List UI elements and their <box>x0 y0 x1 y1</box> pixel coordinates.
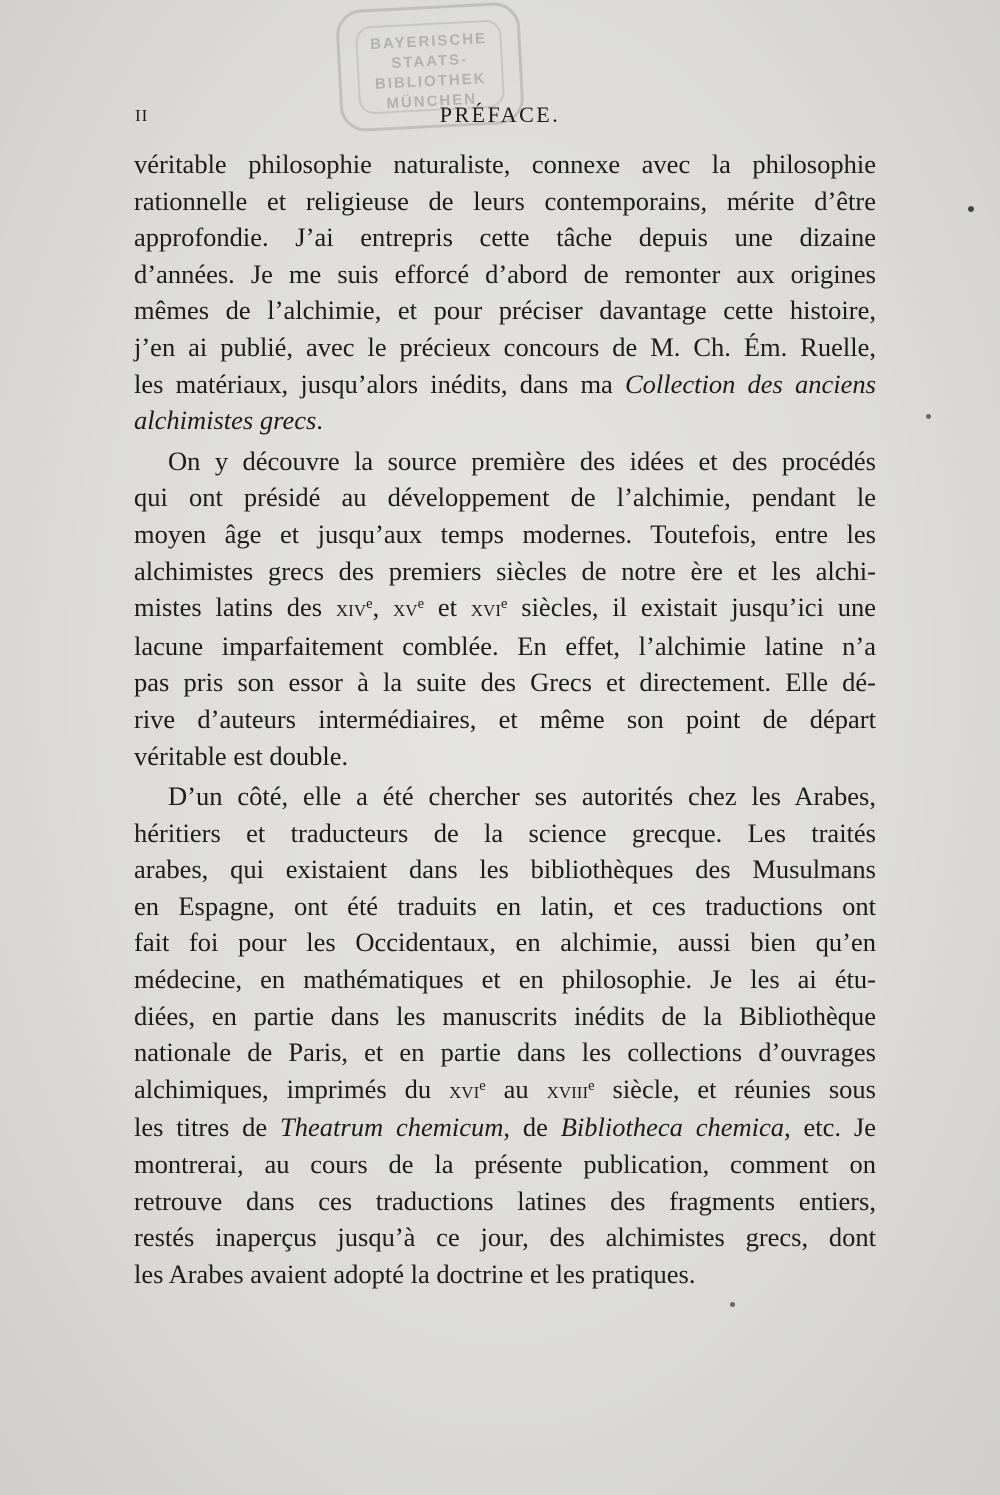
text-segment: alchimiques, imprimés du <box>134 1073 450 1104</box>
superscript: e <box>500 596 508 613</box>
text-segment: , etc. Je <box>784 1112 876 1143</box>
century-numeral: xiv <box>335 595 367 623</box>
text-line: d’années. Je me suis efforcé d’abord de remonter aux origines <box>134 258 876 289</box>
book-title: Collection des anciens <box>624 368 876 399</box>
text-line: en Espagne, ont été traduits en latin, et ces traductions ont <box>134 890 876 921</box>
book-title: Theatrum chemicum <box>280 1112 504 1143</box>
text-segment: . <box>316 405 323 436</box>
text-line: D’un côté, elle a été chercher ses autorités chez les Arabes, <box>168 781 876 812</box>
text-line: pas pris son essor à la suite des Grecs et directement. Elle dé- <box>134 667 876 698</box>
text-segment: , de <box>503 1112 561 1143</box>
text-segment: siècle, et réunies sous <box>594 1073 876 1104</box>
text-line: restés inaperçus jusqu’à ce jour, des alchimistes grecs, dont <box>134 1222 876 1253</box>
text-line: véritable philosophie naturaliste, connexe avec la philosophie <box>134 149 876 179</box>
running-head: PRÉFACE. <box>439 102 561 127</box>
text-line <box>134 366 876 403</box>
body-text <box>134 146 876 1292</box>
page-number: II <box>135 106 149 125</box>
superscript: e <box>479 1077 486 1094</box>
text-line: véritable est double. <box>134 740 349 771</box>
text-line: mêmes de l’alchimie, et pour préciser davantage cette histoire, <box>134 295 876 326</box>
text-line: qui ont présidé au développement de l’alchimie, pendant le <box>134 482 876 513</box>
text-line: moyen âge et jusqu’aux temps modernes. Toutefois, entre les <box>134 518 876 549</box>
text-line: rationnelle et religieuse de leurs contemporains, mérite d’être <box>134 185 876 216</box>
book-title: alchimistes grecs <box>134 405 317 436</box>
text-segment: siècles, il existait jusqu’ici une <box>507 592 876 623</box>
superscript: e <box>588 1077 595 1094</box>
text-line <box>134 1071 876 1110</box>
stamp-line: STAATS- <box>390 51 469 73</box>
text-line: montrerai, au cours de la présente publication, comment on <box>134 1149 876 1180</box>
text-line <box>134 589 876 628</box>
text-line: alchimistes grecs des premiers siècles de notre ère et les alchi- <box>134 555 876 586</box>
text-segment: , <box>372 592 393 623</box>
text-segment: les matériaux, jusqu’alors inédits, dans ma <box>134 368 625 399</box>
text-segment: les titres de <box>134 1112 281 1143</box>
text-segment: au <box>485 1073 547 1104</box>
text-line: approfondie. J’ai entrepris cette tâche depuis une dizaine <box>134 222 876 253</box>
margin-dot <box>730 1302 735 1307</box>
text-line: héritiers et traducteurs de la science grecque. Les traités <box>134 817 876 848</box>
stamp-line: MÜNCHEN <box>386 90 478 113</box>
stamp-line: BAYERISCHE <box>369 29 488 54</box>
text-line: les Arabes avaient adopté la doctrine et les pratiques. <box>134 1258 696 1289</box>
text-line: j’en ai publié, avec le précieux concours de M. Ch. Ém. Ruelle, <box>134 331 876 362</box>
text-line: lacune imparfaitement comblée. En effet, l’alchimie latine n’a <box>134 630 876 661</box>
stamp-line: BIBLIOTHEK <box>374 70 487 93</box>
text-line: On y découvre la source première des idées et des procédés <box>168 445 876 476</box>
text-segment: et <box>424 592 471 623</box>
text-line: fait foi pour les Occidentaux, en alchimie, aussi bien qu’en <box>134 927 876 958</box>
century-numeral: xvi <box>449 1076 480 1104</box>
book-title: Bibliotheca chemica <box>560 1112 785 1143</box>
text-line: rive d’auteurs intermédiaires, et même son point de départ <box>134 703 876 734</box>
margin-dot <box>926 414 931 419</box>
text-segment: mistes latins des <box>134 592 336 623</box>
text-line <box>134 1109 876 1146</box>
century-numeral: xv <box>393 595 418 623</box>
margin-dot <box>968 206 974 212</box>
text-line: diées, en partie dans les manuscrits inédits de la Bibliothèque <box>134 1000 876 1031</box>
text-line: nationale de Paris, et en partie dans les collections d’ouvrages <box>134 1037 876 1068</box>
text-line <box>134 402 876 439</box>
century-numeral: xvi <box>470 595 501 623</box>
text-line: arabes, qui existaient dans les bibliothèques des Musulmans <box>134 854 876 885</box>
century-numeral: xviii <box>546 1076 589 1104</box>
text-line: retrouve dans ces traductions latines des fragments entiers, <box>134 1185 876 1216</box>
text-line: médecine, en mathématiques et en philosophie. Je les ai étu- <box>134 964 876 995</box>
superscript: e <box>417 596 425 613</box>
superscript: e <box>366 596 373 613</box>
